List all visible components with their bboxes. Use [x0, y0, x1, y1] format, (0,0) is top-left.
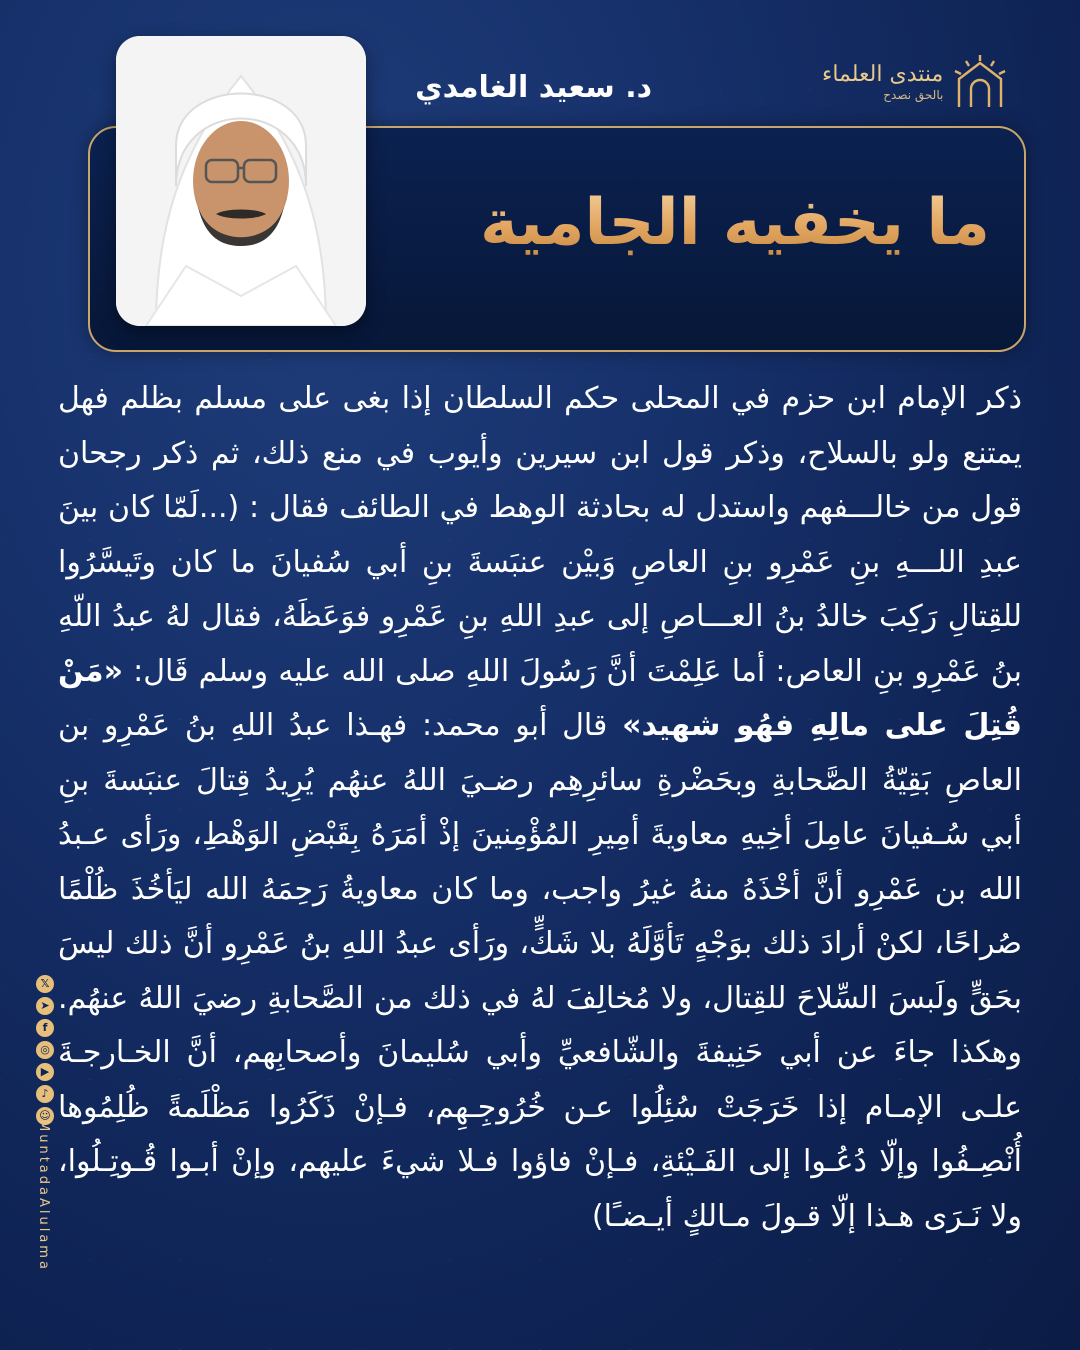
article-intro: ذكر الإمام ابن حزم في المحلى حكم السلطان إذا بغى على مسلم بظلم فهل يمتنع ولو بالسلاح، وذكر قول ابن سيرين وأيوب في منع ذلك، ثم ذكر رجحان قول من خالـــفهم واستدل له بحادثة الوهط في الطائف فقال : (...لَمّا كان بينَ عبدِ اللـــهِ بنِ عَمْرِو بنِ العاصِ وَبيْن عنبَسةَ بنِ أبي سُفيانَ ما كان وتَيسَّرُوا للقِتالِ رَكِبَ خالدُ بنُ العـــاصِ إلى عبدِ اللهِ بنِ عَمْرِو فوَعَظَهُ، فقال لهُ عبدُ اللّهِ بنُ عَمْرِو بنِ العاص: أما عَلِمْتَ أنَّ رَسُولَ اللهِ صلى الله عليه وسلم قَال: — [58, 381, 1022, 689]
x-icon[interactable]: 𝕏 — [36, 975, 54, 993]
social-handle: MuntadaAlulama — [36, 1120, 51, 1272]
page-title: ما يخفيه الجامية — [390, 168, 990, 278]
logo-slogan: بالحق نصدح — [883, 88, 944, 102]
logo-emblem-icon — [951, 53, 1009, 111]
telegram-icon[interactable]: ➤ — [36, 997, 54, 1015]
article-rest: قال أبو محمد: فهـذا عبدُ اللهِ بنُ عَمْرِو بن العاصِ بَقِيّةُ الصَّحابةِ وبحَضْرةِ سائرِهِم رضـيَ اللهُ عنهُم يُرِيدُ قِتالَ عنبَسةَ بنِ أبي سُـفيانَ عامِلَ أخِيهِ معاويةَ أمِيرِ المُؤْمِنينَ إذْ أمَرَهُ بِقَبْضِ الوَهْطِ، ورَأى عـبدُ الله بن عَمْرِو أنَّ أخْذَهُ منهُ غيرُ واجب، وما كان معاويةُ رَحِمَهُ الله ليَأخُذَ ظُلْمًا صُراحًا، لكنْ أرادَ ذلك بوَجْهٍ تَأوَّلَهُ بلا شَكٍّ، ورَأى عبدُ اللهِ بنُ عَمْرِو أنَّ ذلك ليسَ بحَقٍّ ولَبسَ السِّلاحَ للقِتال، ولا مُخالِفَ لهُ في ذلك من الصَّحابةِ رضيَ اللهُ عنهُم. وهكذا جاءَ عن أبي حَنِيفةَ والشّافعيِّ وأبي سُليمانَ وأصحابِهم، أنَّ الخـارجـةَ علـى الإمـام إذا خَرَجَتْ سُئِلُوا عـن خُرُوجِـهِم، فـإنْ ذَكَرُوا مَظْلَمةً ظُلِمُوها أُنْصِـفُوا وإلّا دُعُـوا إلى الفَـيْئةِ، فـإنْ فاؤوا فـلا شيءَ عليهم، وإنْ أبـوا قُـوتِـلُوا، ولا نَـرَى هـذا إلّا قـولَ مـالكٍ أيـضـًا) — [58, 708, 1022, 1234]
instagram-icon[interactable]: ◎ — [36, 1041, 54, 1059]
social-icons — [30, 975, 60, 1125]
youtube-icon[interactable]: ▶ — [36, 1063, 54, 1081]
logo-title: منتدى العلماء — [822, 62, 944, 87]
article-body — [58, 372, 1022, 1244]
snapchat-icon[interactable]: ☺ — [36, 1107, 54, 1125]
tiktok-icon[interactable]: ♪ — [36, 1085, 54, 1103]
author-photo — [116, 36, 366, 326]
author-name: د. سعيد الغامدي — [415, 70, 652, 105]
hadith-quote: «مَنْ قُتِلَ على مالِهِ فهُو شهيد» — [58, 653, 1022, 743]
facebook-icon[interactable]: f — [36, 1019, 54, 1037]
logo — [822, 50, 1012, 114]
